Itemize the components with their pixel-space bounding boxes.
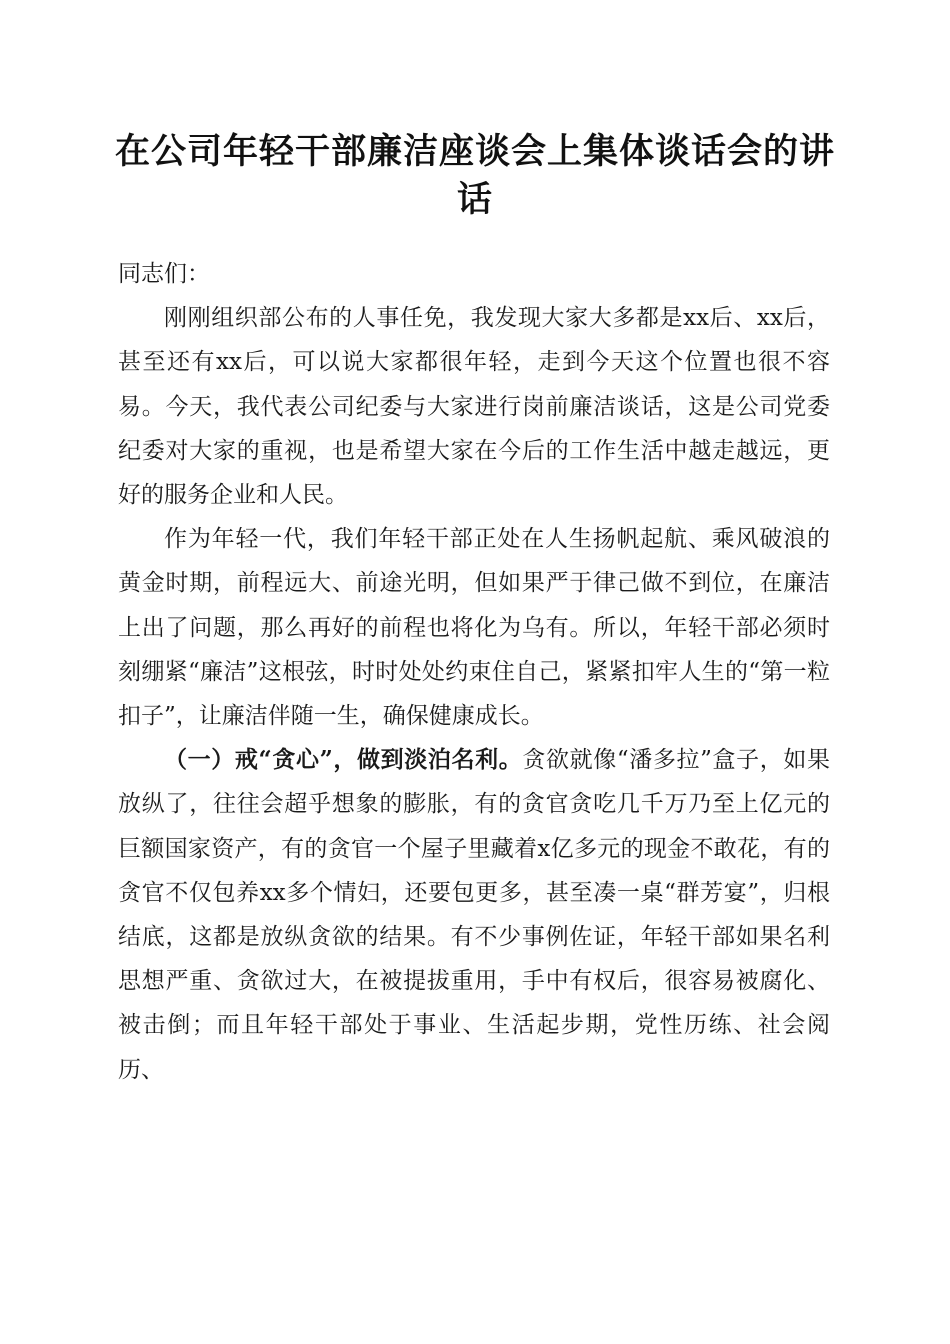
paragraph: 作为年轻一代，我们年轻干部正处在人生扬帆起航、乘风破浪的黄金时期，前程远大、前途光明，但如果严于律己做不到位，在廉洁上出了问题，那么再好的前程也将化为乌有。所以，年轻干部必须时刻绷紧“廉洁”这根弦，时时处处约束住自己，紧紧扣牢人生的“第一粒扣子”，让廉洁伴随一生，确保健康成长。 [118,526,830,730]
section-text: 贪欲就像“潘多拉”盒子，如果放纵了，往往会超乎想象的膨胀，有的贪官贪吃几千万乃至上亿元的巨额国家资产，有的贪官一个屋子里藏着x亿多元的现金不敢花，有的贪官不仅包养xx多个情妇，还要包更多，甚至凑一桌“群芳宴”，归根结底，这都是放纵贪欲的结果。有不少事例佐证，年轻干部如果名利思想严重、贪欲过大，在被提拔重用，手中有权后，很容易被腐化、被击倒；而且年轻干部处于事业、生活起步期，党性历练、社会阅历、 [118,747,830,1083]
section-paragraph [118,738,830,1092]
document-body [118,252,830,1092]
salutation: 同志们： [118,261,210,287]
section-heading: （一）戒“贪心”，做到淡泊名利。 [164,746,523,774]
paragraph: 刚刚组织部公布的人事任免，我发现大家大多都是xx后、xx后，甚至还有xx后，可以说大家都很年轻，走到今天这个位置也很不容易。今天，我代表公司纪委与大家进行岗前廉洁谈话，这是公司党委纪委对大家的重视，也是希望大家在今后的工作生活中越走越远，更好的服务企业和人民。 [118,305,830,509]
document-title: 在公司年轻干部廉洁座谈会上集体谈话会的讲话 [114,131,835,220]
